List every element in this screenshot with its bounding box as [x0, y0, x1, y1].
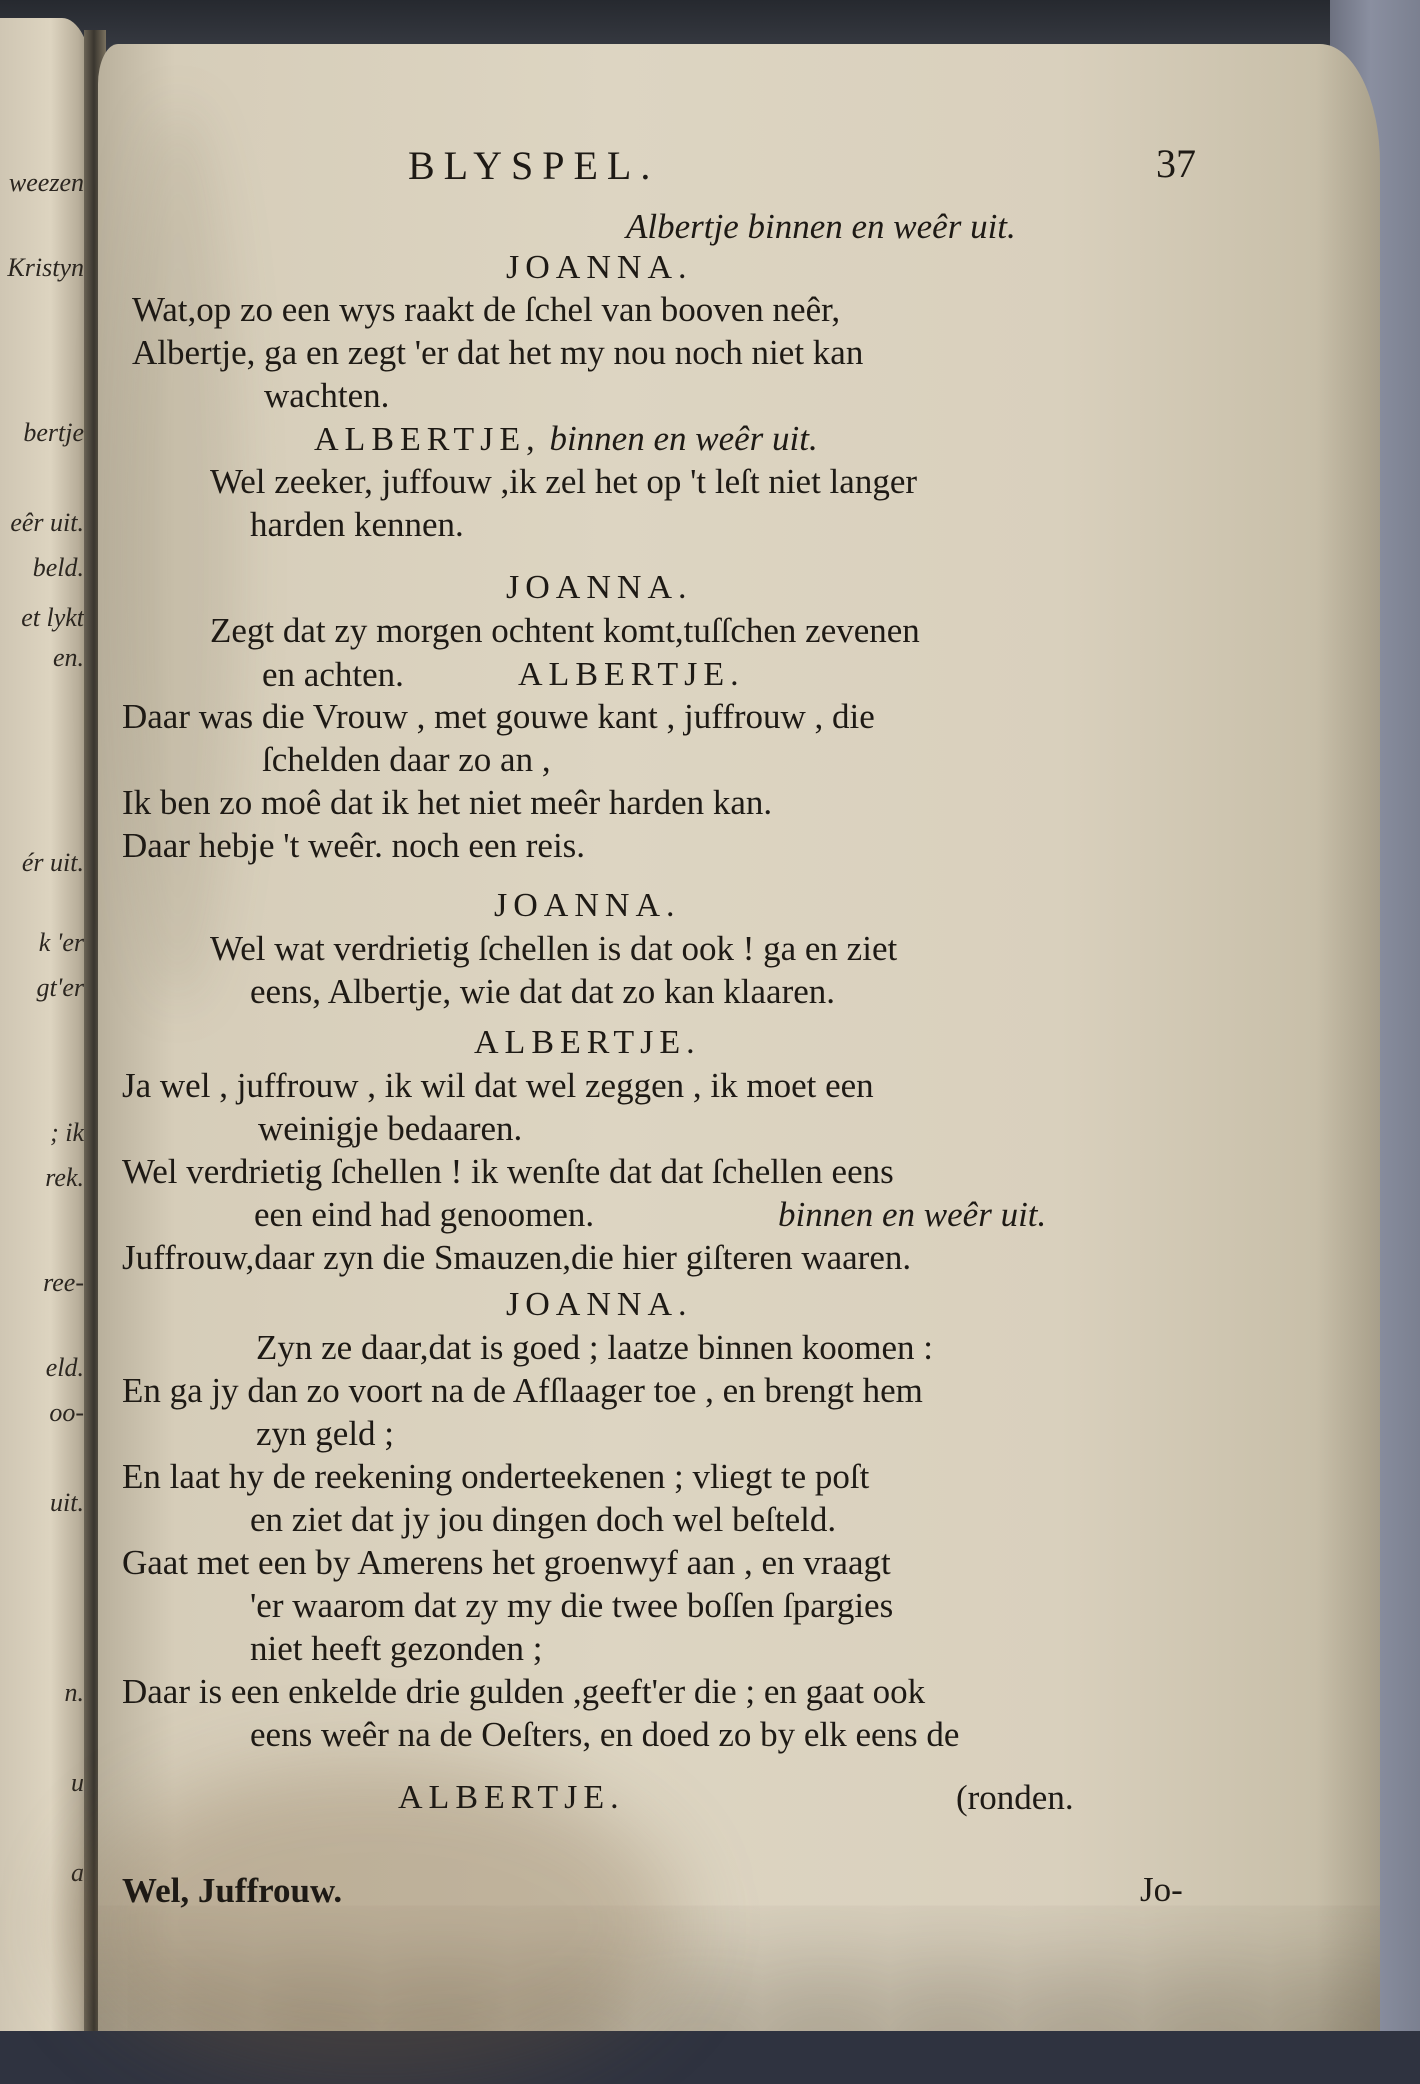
left-fragment: et lykt	[21, 603, 84, 632]
left-fragment: k 'er	[38, 928, 84, 957]
verse-line: een eind had genoomen.	[254, 1195, 595, 1234]
verse-line: harden kennen.	[250, 505, 464, 544]
verse-line: 'er waarom dat zy my die twee boſſen ſpargies	[250, 1586, 894, 1625]
left-fragment: eêr uit.	[10, 508, 84, 537]
left-fragment: rek.	[45, 1163, 84, 1192]
speaker-name: JOANNA.	[506, 249, 693, 286]
verse-line: Zegt dat zy morgen ochtent komt,tuſſchen zevenen	[210, 611, 920, 650]
page-text	[98, 44, 1380, 2031]
verse-line: ſchelden daar zo an ,	[262, 740, 551, 779]
verse-line: Ja wel , juffrouw , ik wil dat wel zeggen , ik moet een	[122, 1066, 874, 1105]
speaker-name: ALBERTJE.	[518, 656, 745, 693]
verse-line: Daar was die Vrouw , met gouwe kant , juffrouw , die	[122, 697, 875, 736]
verse-line: zyn geld ;	[256, 1414, 395, 1453]
verse-line: Albertje, ga en zegt 'er dat het my nou noch niet kan	[132, 333, 864, 372]
verse-line: niet heeft gezonden ;	[250, 1629, 543, 1668]
verse-line-end: (ronden.	[956, 1778, 1074, 1817]
verse-line: Wel, Juffrouw.	[122, 1871, 343, 1910]
verse-line: Wel wat verdrietig ſchellen is dat ook ! ga en ziet	[210, 929, 898, 968]
verse-line: weinigje bedaaren.	[258, 1109, 523, 1148]
verse-line: En laat hy de reekening onderteekenen ; vliegt te poſt	[122, 1457, 870, 1496]
verse-line: en ziet dat jy jou dingen doch wel beſteld.	[250, 1500, 837, 1539]
stage-direction: binnen en weêr uit.	[778, 1195, 1047, 1234]
verse-line: Wel verdrietig ſchellen ! ik wenſte dat dat ſchellen eens	[122, 1152, 894, 1191]
verse-line: Wel zeeker, juffouw ,ik zel het op 't leſt niet langer	[210, 462, 918, 501]
speaker-name: JOANNA.	[494, 887, 681, 924]
stage-direction: binnen en weêr uit.	[549, 419, 818, 458]
verse-line: Wat,op zo een wys raakt de ſchel van booven neêr,	[132, 290, 841, 329]
verse-line: Daar is een enkelde drie gulden ,geeft'er die ; en gaat ook	[122, 1672, 926, 1711]
running-title: BLYSPEL.	[408, 143, 660, 188]
page-number: 37	[1156, 141, 1196, 186]
left-fragment: ree-	[43, 1268, 84, 1297]
left-fragment: weezen	[8, 168, 84, 197]
left-fragment: bertje	[23, 418, 84, 447]
speaker-name: JOANNA.	[506, 569, 693, 606]
verse-line: wachten.	[264, 376, 390, 415]
left-fragment: en.	[52, 643, 84, 672]
speaker-name: ALBERTJE.	[474, 1024, 701, 1061]
verse-line: en achten.	[262, 655, 404, 694]
left-fragment: ér uit.	[21, 848, 84, 877]
left-fragment: gt'er	[36, 973, 84, 1002]
speaker-name: ALBERTJE,	[314, 421, 541, 458]
verse-line: En ga jy dan zo voort na de Afſlaager toe , en brengt hem	[122, 1371, 923, 1410]
verse-line: Ik ben zo moê dat ik het niet meêr harden kan.	[122, 783, 773, 822]
speaker-line	[314, 418, 818, 461]
left-fragment: a	[71, 1858, 84, 1887]
left-fragment: eld.	[45, 1353, 84, 1382]
speaker-name: ALBERTJE.	[398, 1779, 625, 1816]
book-page	[98, 44, 1380, 2031]
left-fragment: oo-	[49, 1398, 84, 1427]
speaker-name: JOANNA.	[506, 1286, 693, 1323]
left-fragment: uit.	[50, 1488, 84, 1517]
stage-direction: Albertje binnen en weêr uit.	[626, 207, 1016, 246]
verse-line: eens weêr na de Oeſters, en doed zo by elk eens de	[250, 1715, 960, 1754]
left-fragment: ; ik	[50, 1118, 84, 1147]
catchword: Jo-	[1140, 1870, 1183, 1909]
verse-line: Juffrouw,daar zyn die Smauzen,die hier giſteren waaren.	[122, 1238, 912, 1277]
verse-line: Gaat met een by Amerens het groenwyf aan , en vraagt	[122, 1543, 891, 1582]
verse-line: Daar hebje 't weêr. noch een reis.	[122, 826, 586, 865]
left-page-edge	[0, 18, 92, 2031]
left-fragment: beld.	[32, 553, 84, 582]
verse-line: Zyn ze daar,dat is goed ; laatze binnen koomen :	[256, 1328, 933, 1367]
left-fragment: u	[71, 1768, 84, 1797]
left-fragment: n.	[64, 1678, 84, 1707]
verse-line: eens, Albertje, wie dat dat zo kan klaaren.	[250, 972, 836, 1011]
left-fragment: Kristyn	[7, 253, 84, 282]
